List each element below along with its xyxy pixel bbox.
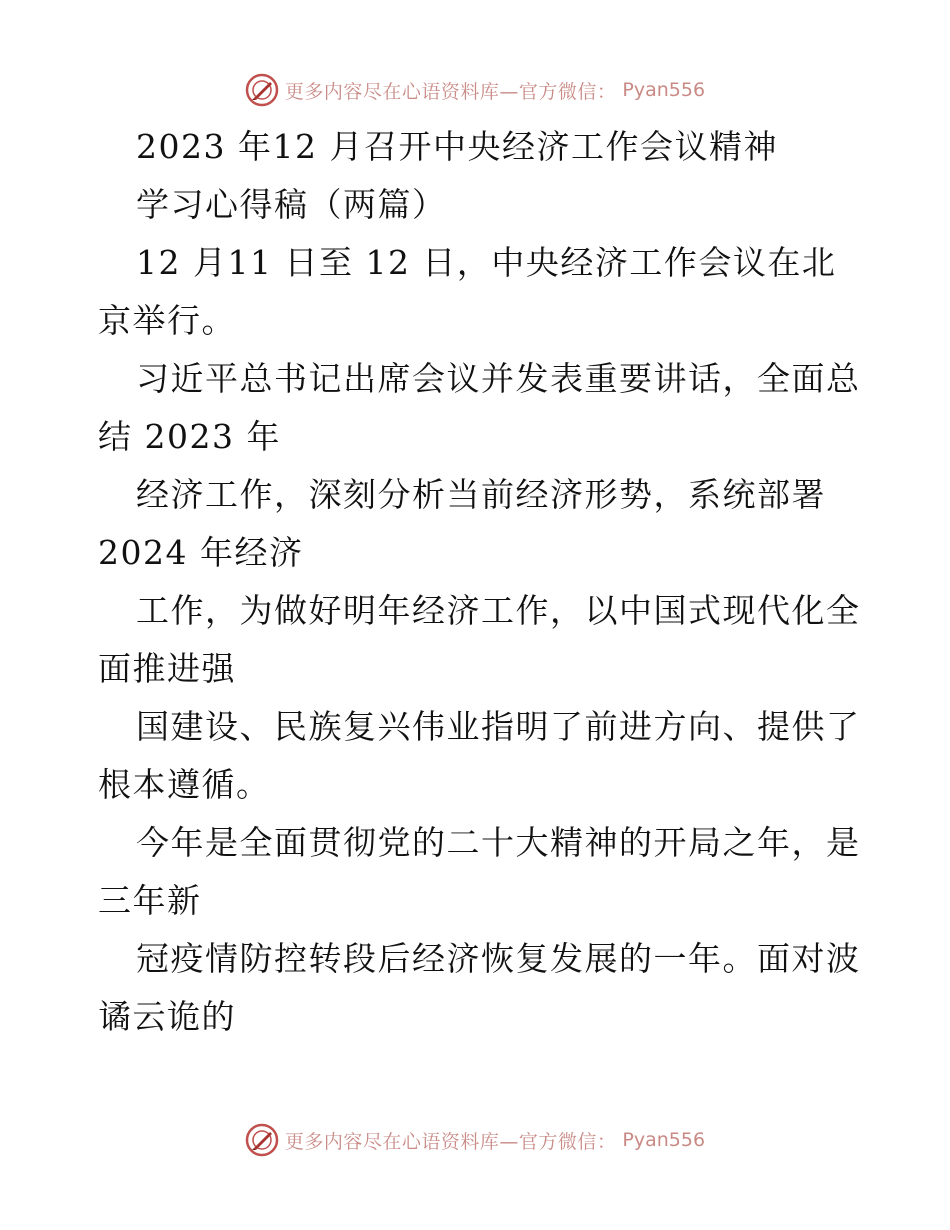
watermark-site-text: 更多内容尽在心语资料库—官方微信：	[284, 80, 617, 103]
pen-circle-logo-icon	[245, 1123, 279, 1157]
header-watermark	[0, 70, 950, 110]
document-title-line-2: 学习心得稿（两篇）	[136, 185, 447, 224]
paragraph-line: 今年是全面贯彻党的二十大精神的开局之年，是	[136, 823, 861, 862]
paragraph-line: 12 月11 日至 12 日，中央经济工作会议在北	[136, 243, 837, 282]
paragraph-line: 工作，为做好明年经济工作，以中国式现代化全	[136, 591, 861, 630]
paragraph-line: 面推进强	[98, 649, 236, 688]
watermark-site-text: 更多内容尽在心语资料库—官方微信：	[284, 1130, 617, 1153]
pen-circle-logo-icon	[245, 73, 279, 107]
paragraph-line: 结 2023 年	[98, 417, 281, 456]
paragraph-line: 根本遵循。	[98, 765, 271, 804]
paragraph-line: 经济工作，深刻分析当前经济形势，系统部署	[136, 475, 826, 514]
footer-watermark	[0, 1120, 950, 1160]
watermark-wechat-id: Pyan556	[622, 1129, 706, 1151]
paragraph-line: 2024 年经济	[98, 533, 304, 572]
paragraph-line: 冠疫情防控转段后经济恢复发展的一年。面对波	[136, 939, 861, 978]
watermark-wechat-id: Pyan556	[622, 79, 706, 101]
paragraph-line: 三年新	[98, 881, 202, 920]
paragraph-line: 国建设、民族复兴伟业指明了前进方向、提供了	[136, 707, 861, 746]
document-title-line-1: 2023 年12 月召开中央经济工作会议精神	[136, 127, 778, 166]
paragraph-line: 谲云诡的	[98, 997, 236, 1036]
paragraph-line: 京举行。	[98, 301, 236, 340]
paragraph-line: 习近平总书记出席会议并发表重要讲话，全面总	[136, 359, 861, 398]
